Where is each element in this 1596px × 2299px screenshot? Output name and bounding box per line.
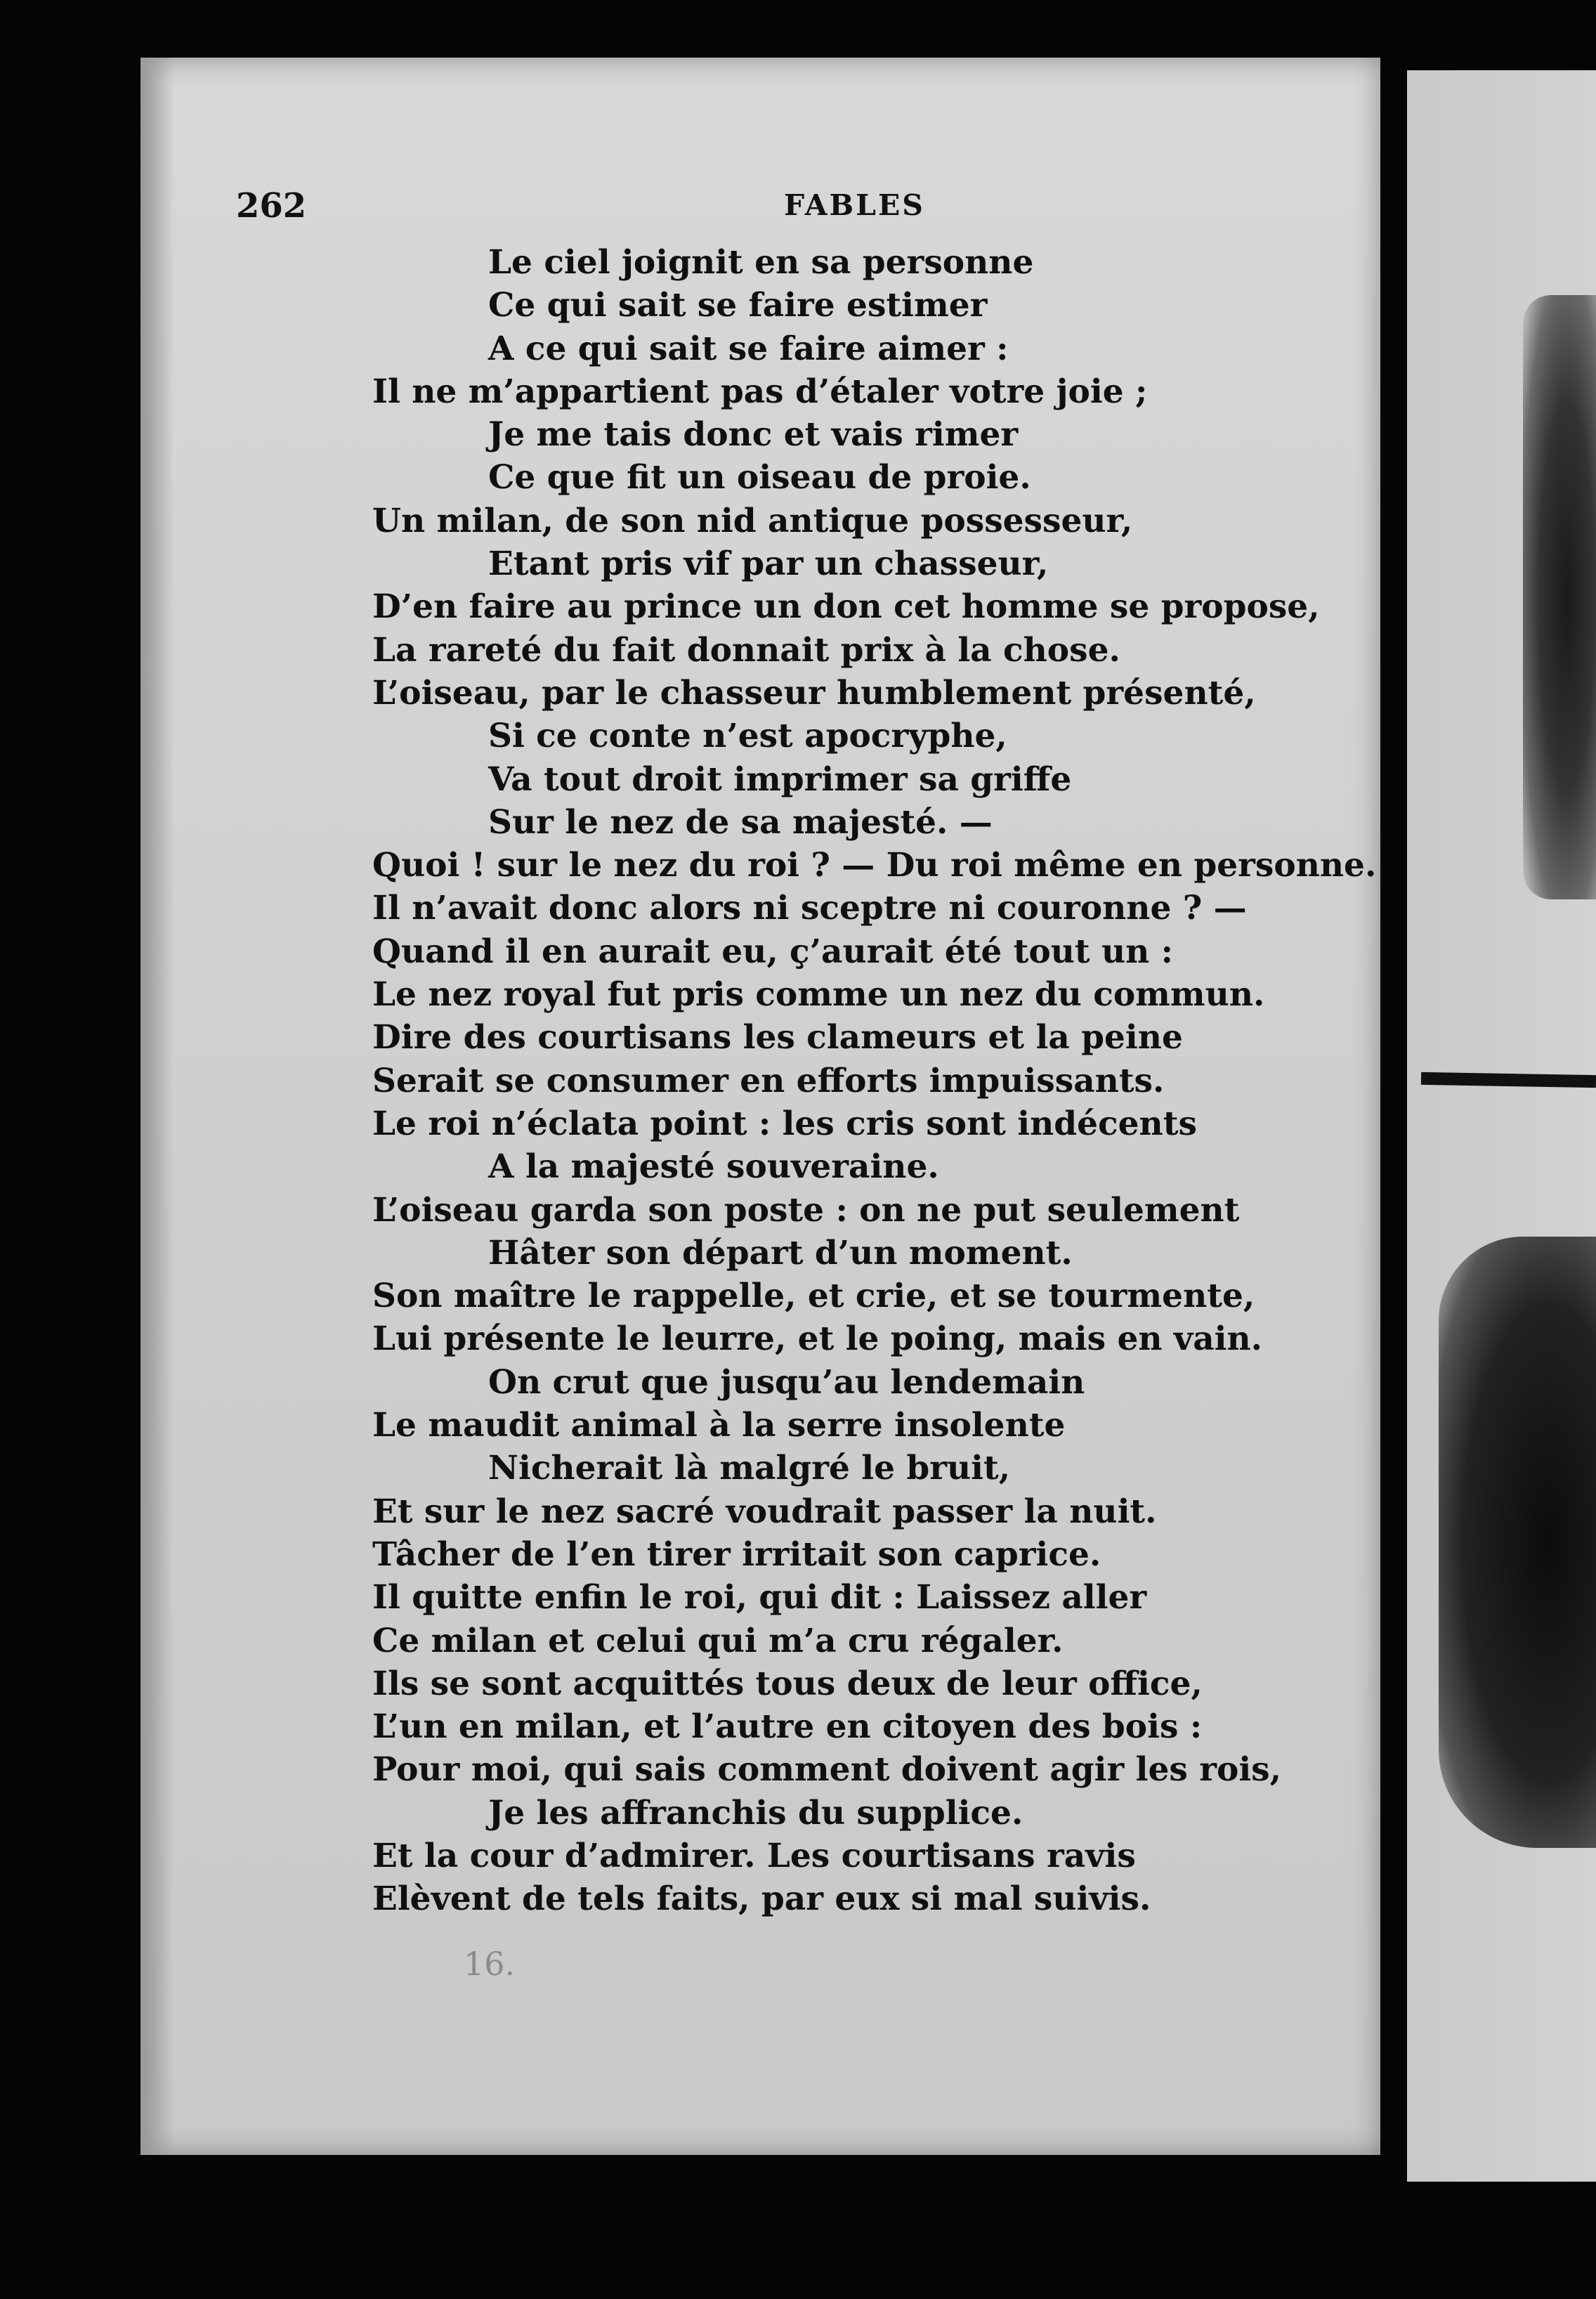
verse-line: Sur le nez de sa majesté. — xyxy=(488,802,993,842)
facing-rule xyxy=(1421,1072,1596,1088)
verse-line: Le ciel joignit en sa personne xyxy=(488,243,1034,282)
verse-line: Nicherait là malgré le bruit, xyxy=(488,1449,1011,1488)
verse-line: L’un en milan, et l’autre en citoyen des bois : xyxy=(372,1707,1203,1747)
poem-text xyxy=(372,241,1377,1921)
verse-line: Etant pris vif par un chasseur, xyxy=(488,545,1049,584)
verse-line: A la majesté souveraine. xyxy=(488,1147,939,1187)
verse-line: Va tout droit imprimer sa griffe xyxy=(488,760,1072,799)
verse-line: L’oiseau garda son poste : on ne put seulement xyxy=(372,1190,1240,1230)
verse-line: Et sur le nez sacré voudrait passer la nuit. xyxy=(372,1492,1157,1531)
verse-line: Je les affranchis du supplice. xyxy=(488,1793,1023,1832)
verse-line: Tâcher de l’en tirer irritait son caprice. xyxy=(372,1535,1101,1574)
verse-line: Et la cour d’admirer. Les courtisans ravis xyxy=(372,1836,1136,1875)
verse-line: Quand il en aurait eu, ç’aurait été tout un : xyxy=(372,932,1174,971)
running-head: FABLES xyxy=(784,188,925,222)
verse-line: Ils se sont acquittés tous deux de leur office, xyxy=(372,1664,1203,1703)
verse-line: Le nez royal fut pris comme un nez du commun. xyxy=(372,975,1265,1015)
verse-line: On crut que jusqu’au lendemain xyxy=(488,1362,1085,1402)
facing-engraving-bottom xyxy=(1439,1237,1596,1848)
verse-line: Le maudit animal à la serre insolente xyxy=(372,1406,1066,1445)
verse-line: Dire des courtisans les clameurs et la peine xyxy=(372,1018,1183,1057)
verse-line: Le roi n’éclata point : les cris sont indécents xyxy=(372,1104,1197,1143)
verse-line: Pour moi, qui sais comment doivent agir les rois, xyxy=(372,1750,1281,1790)
verse-line: Si ce conte n’est apocryphe, xyxy=(488,717,1007,756)
verse-line: Un milan, de son nid antique possesseur, xyxy=(372,501,1133,540)
verse-line: Quoi ! sur le nez du roi ? — Du roi même en personne. xyxy=(372,846,1377,885)
page-number: 262 xyxy=(236,186,307,226)
verse-line: Il n’avait donc alors ni sceptre ni couronne ? — xyxy=(372,889,1247,928)
signature-mark: 16. xyxy=(464,1945,516,1983)
verse-line: Hâter son départ d’un moment. xyxy=(488,1233,1073,1272)
verse-line: Serait se consumer en efforts impuissants. xyxy=(372,1061,1165,1100)
page-gutter-shadow xyxy=(140,58,174,2155)
verse-line: Ce qui sait se faire estimer xyxy=(488,286,988,325)
verse-line: D’en faire au prince un don cet homme se propose, xyxy=(372,587,1320,627)
verse-line: Il ne m’appartient pas d’étaler votre joie ; xyxy=(372,372,1148,411)
verse-line: L’oiseau, par le chasseur humblement présenté, xyxy=(372,673,1256,712)
verse-line: La rareté du fait donnait prix à la chose. xyxy=(372,630,1120,670)
verse-line: Je me tais donc et vais rimer xyxy=(488,415,1019,455)
facing-page xyxy=(1407,70,1596,2182)
verse-line: Ce milan et celui qui m’a cru régaler. xyxy=(372,1621,1064,1660)
facing-engraving-top xyxy=(1523,295,1596,899)
verse-line: Il quitte enfin le roi, qui dit : Laissez aller xyxy=(372,1578,1147,1617)
verse-line: Ce que fit un oiseau de proie. xyxy=(488,458,1031,497)
verse-line: Son maître le rappelle, et crie, et se tourmente, xyxy=(372,1277,1255,1316)
verse-line: Lui présente le leurre, et le poing, mais en vain. xyxy=(372,1320,1263,1359)
verse-line: A ce qui sait se faire aimer : xyxy=(488,329,1009,368)
verse-line: Elèvent de tels faits, par eux si mal suivis. xyxy=(372,1880,1151,1919)
